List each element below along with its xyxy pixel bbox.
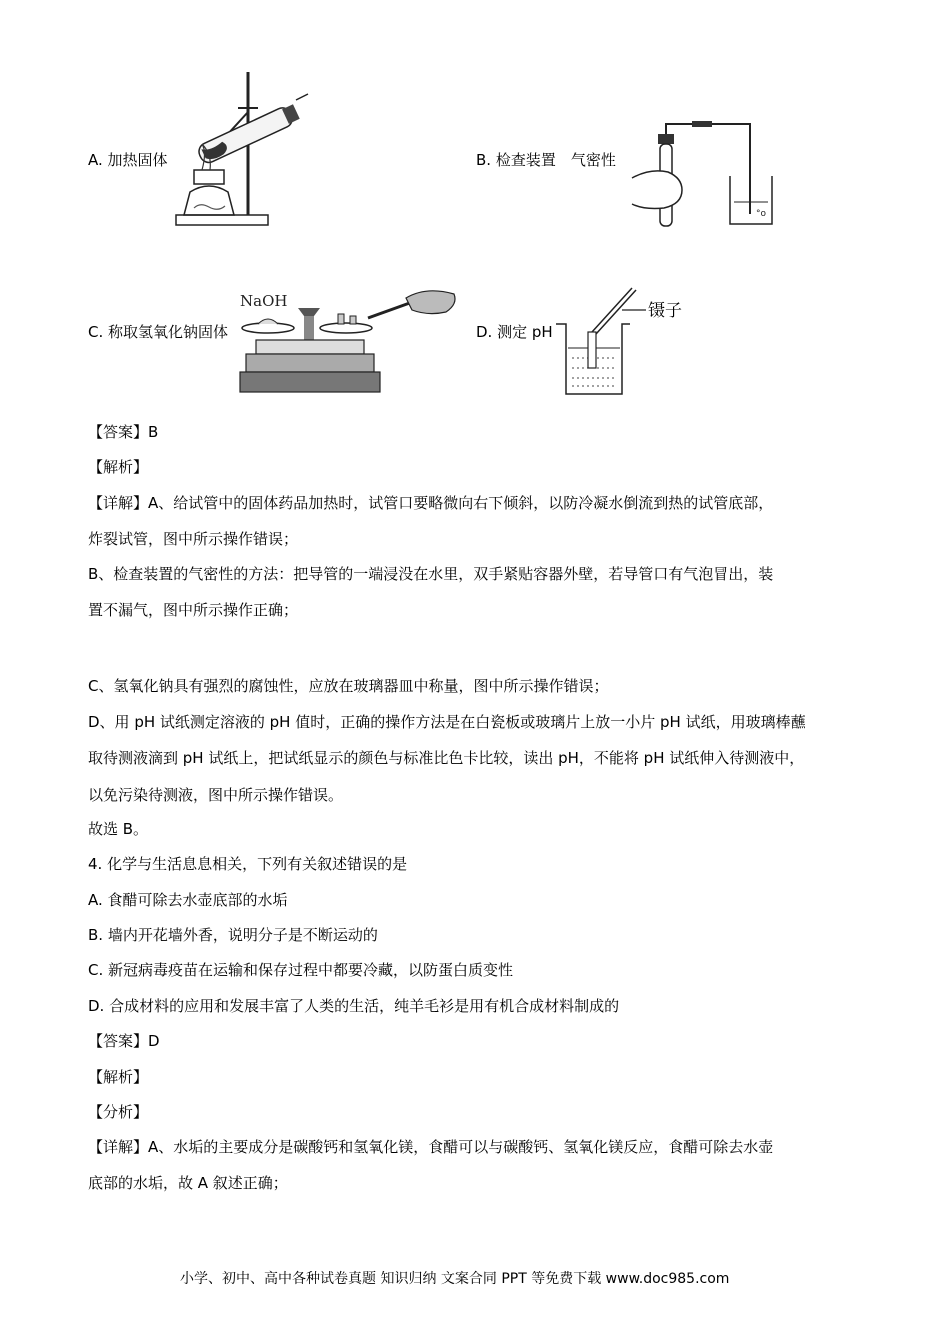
q3-detail-line: 取待测液滴到 pH 试纸上，把试纸显示的颜色与标准比色卡比较，读出 pH，不能将 pH 试纸伸入待测液中，: [88, 749, 805, 767]
svg-text:°o: °o: [756, 209, 767, 219]
figure-airtightness: [630, 118, 780, 230]
q4-analysis-tag: 【解析】: [88, 1068, 149, 1086]
figure-heating-solid: [172, 70, 312, 230]
q3-answer: 【答案】B: [88, 423, 159, 441]
option-a-label: A. 加热固体: [88, 151, 168, 169]
q4-fenxi-tag: 【分析】: [88, 1103, 149, 1121]
q3-detail-line: B、检查装置的气密性的方法：把导管的一端浸没在水里，双手紧贴容器外壁，若导管口有气泡冒出，装: [88, 565, 774, 583]
q4-option: C. 新冠病毒疫苗在运输和保存过程中都要冷藏，以防蛋白质变性: [88, 961, 514, 979]
page-footer[interactable]: 小学、初中、高中各种试卷真题 知识归纳 文案合同 PPT 等免费下载 www.doc985.com: [180, 1271, 730, 1287]
q4-stem: 4. 化学与生活息息相关，下列有关叙述错误的是: [88, 855, 408, 873]
option-c-label: C. 称取氢氧化钠固体: [88, 323, 229, 341]
option-d-label: D. 测定 pH: [476, 323, 553, 341]
q3-detail-line: 置不漏气，图中所示操作正确；: [88, 601, 299, 619]
q3-detail-line: D、用 pH 试纸测定溶液的 pH 值时，正确的操作方法是在白瓷板或玻璃片上放一小片 pH 试纸，用玻璃棒蘸: [88, 713, 806, 731]
q4-detail-line: 底部的水垢，故 A 叙述正确；: [88, 1174, 288, 1192]
naoh-label: NaOH: [240, 292, 288, 310]
q3-conclusion: 故选 B。: [88, 820, 149, 838]
figure-balance: [238, 258, 460, 398]
q3-detail-line: 【详解】A、给试管中的固体药品加热时，试管口要略微向右下倾斜，以防冷凝水倒流到热的试管底部，: [88, 494, 774, 512]
option-b-label: B. 检查装置 气密性: [476, 151, 616, 169]
q3-detail-line: 以免污染待测液，图中所示操作错误。: [88, 786, 344, 804]
q4-detail-line: 【详解】A、水垢的主要成分是碳酸钙和氢氧化镁，食醋可以与碳酸钙、氢氧化镁反应，食醋可除去水壶: [88, 1138, 774, 1156]
q4-option: A. 食醋可除去水壶底部的水垢: [88, 891, 288, 909]
q4-option: D. 合成材料的应用和发展丰富了人类的生活，纯羊毛衫是用有机合成材料制成的: [88, 997, 620, 1015]
q3-analysis-tag: 【解析】: [88, 458, 149, 476]
q4-answer: 【答案】D: [88, 1032, 160, 1050]
q3-detail-line: C、氢氧化钠具有强烈的腐蚀性，应放在玻璃器皿中称量，图中所示操作错误；: [88, 677, 609, 695]
q4-option: B. 墙内开花墙外香，说明分子是不断运动的: [88, 926, 378, 944]
tweezers-label: 镊子: [648, 301, 682, 321]
q3-detail-line: 炸裂试管，图中所示操作错误；: [88, 530, 299, 548]
